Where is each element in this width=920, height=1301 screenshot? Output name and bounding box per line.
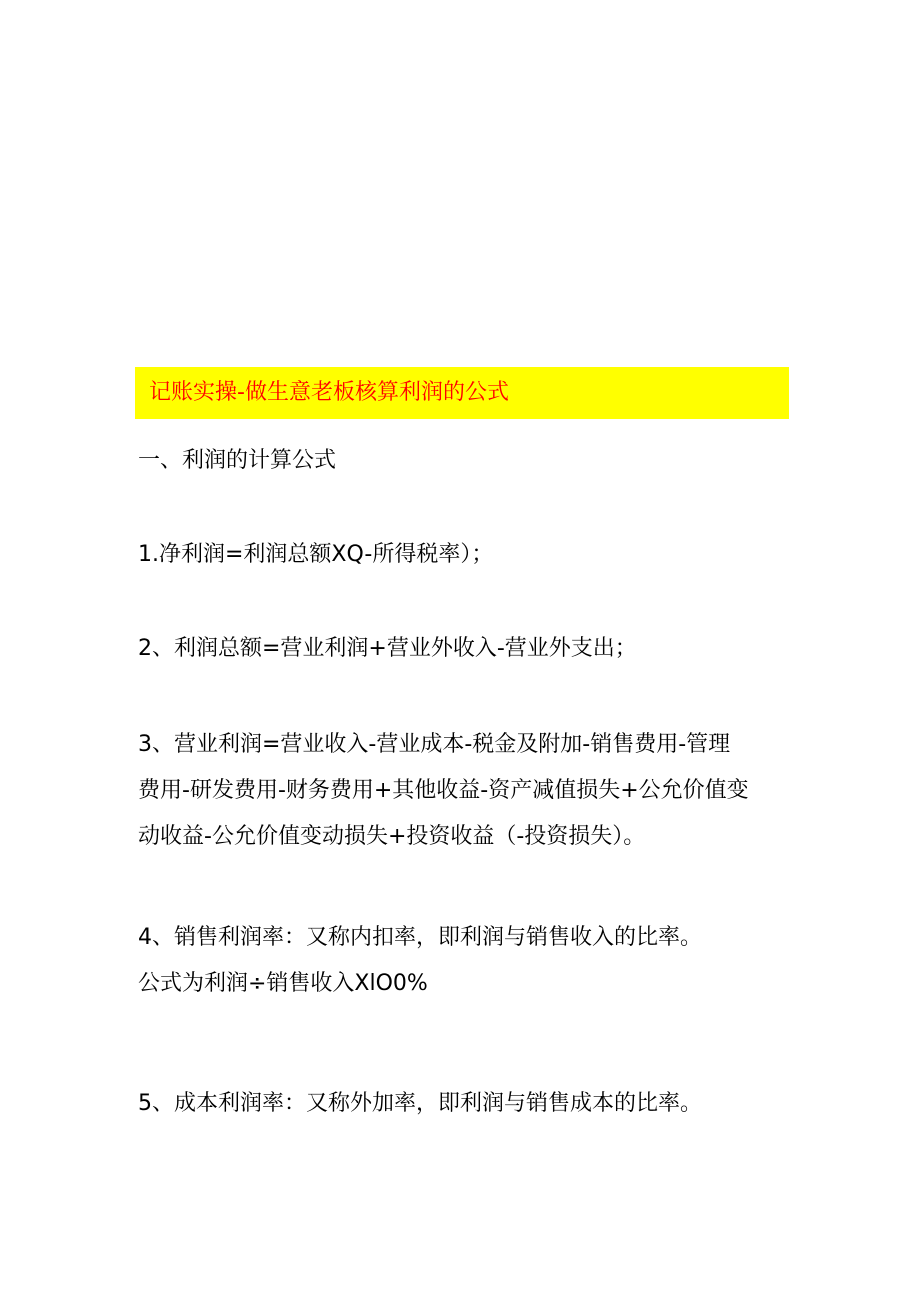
- formula-item-4: [138, 915, 798, 1007]
- formula-line: 2、利润总额=营业利润+营业外收入-营业外支出；: [138, 636, 637, 661]
- formula-item-5: [138, 1081, 798, 1127]
- formula-line: 动收益-公允价值变动损失+投资收益（-投资损失）。: [138, 824, 646, 849]
- formula-line: 1.净利润=利润总额XQ-所得税率）；: [138, 542, 494, 567]
- document-title: 记账实操-做生意老板核算利润的公式: [149, 380, 509, 405]
- formula-line: 公式为利润÷销售收入XlO0%: [138, 971, 428, 996]
- formula-item-3: [138, 722, 798, 860]
- formula-line: 5、成本利润率：又称外加率，即利润与销售成本的比率。: [138, 1091, 702, 1116]
- section-heading: 一、利润的计算公式: [138, 448, 337, 473]
- formula-line: 费用-研发费用-财务费用+其他收益-资产减值损失+公允价值变: [138, 778, 749, 803]
- formula-item-1: [138, 532, 798, 578]
- formula-item-2: [138, 626, 798, 672]
- formula-line: 3、营业利润=营业收入-营业成本-税金及附加-销售费用-管理: [138, 732, 731, 757]
- formula-line: 4、销售利润率：又称内扣率，即利润与销售收入的比率。: [138, 925, 702, 950]
- title-highlight: [135, 367, 789, 419]
